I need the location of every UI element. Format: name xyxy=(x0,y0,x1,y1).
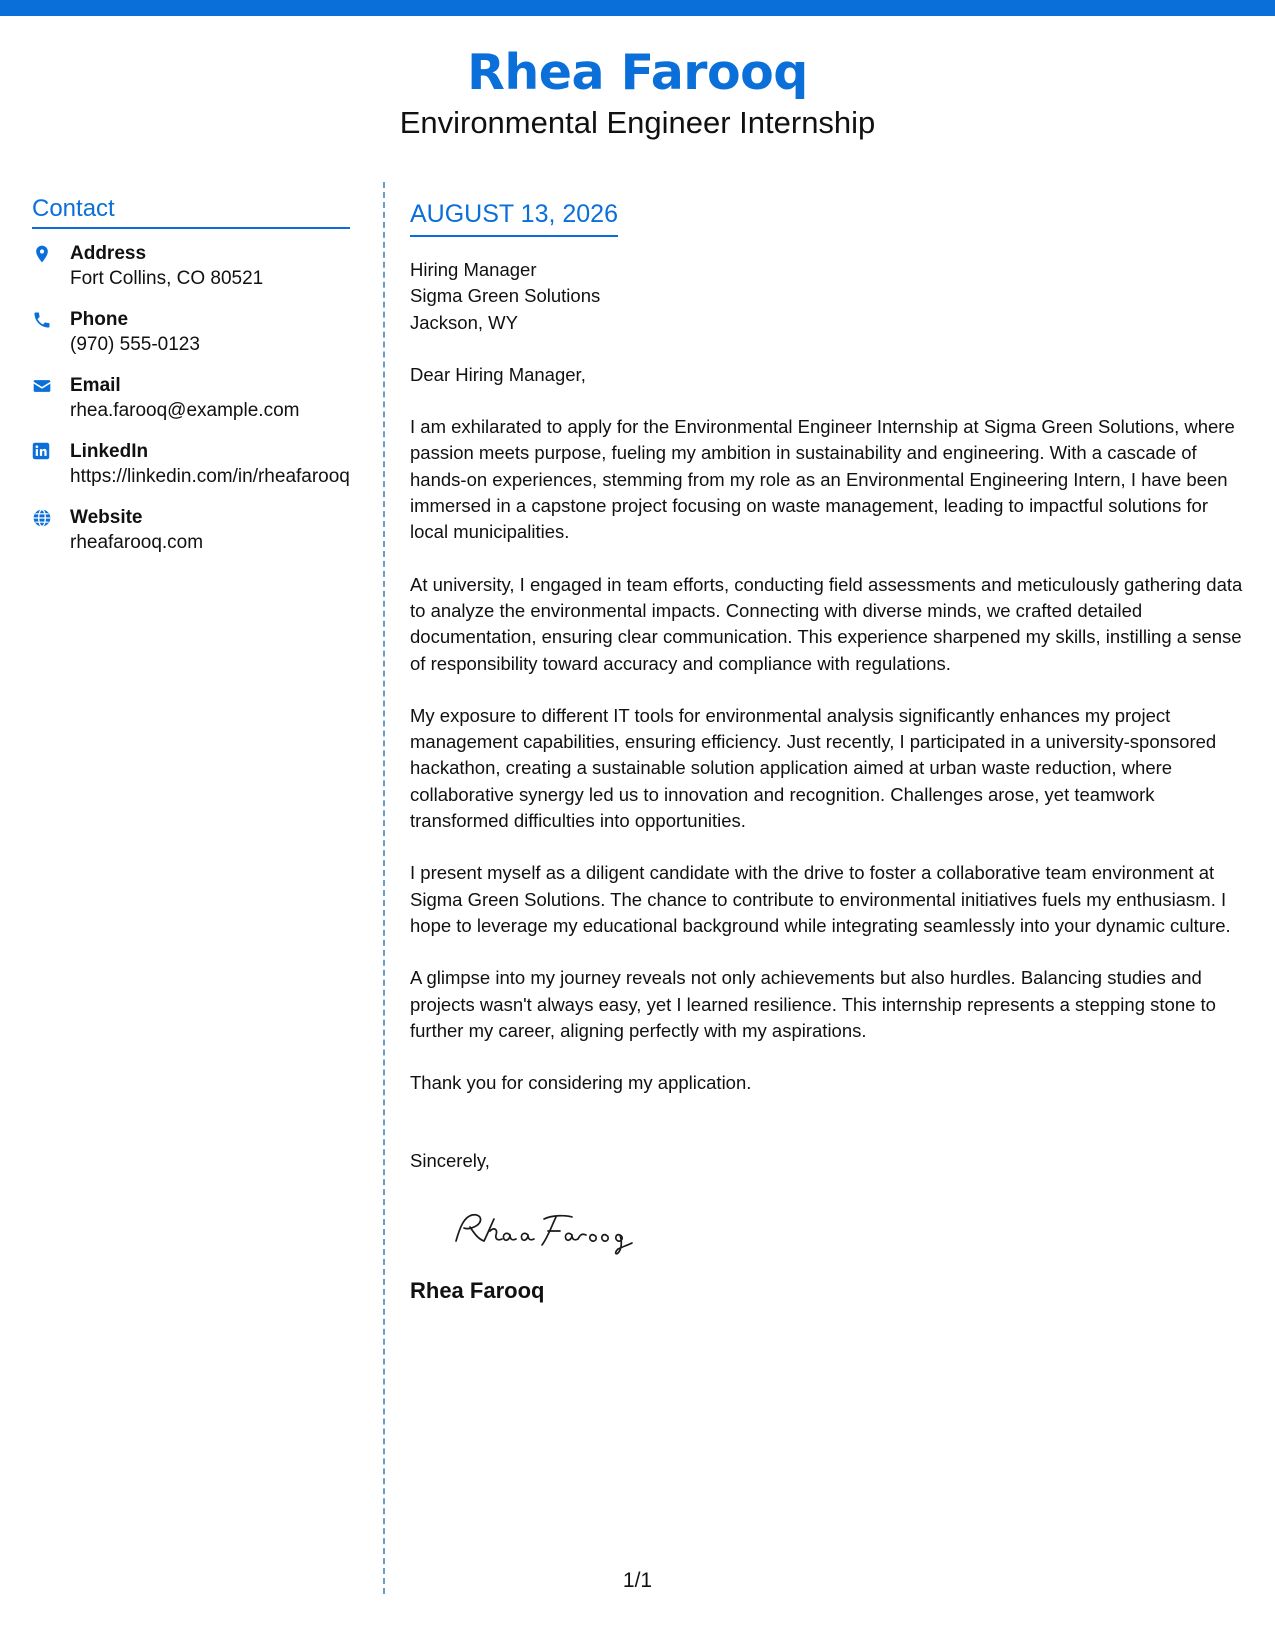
top-accent-bar xyxy=(0,0,1275,16)
contact-label-address: Address xyxy=(70,243,147,264)
signed-name: Rhea Farooq xyxy=(410,1277,545,1303)
contact-list xyxy=(32,241,350,555)
contact-label-email: Email xyxy=(70,375,121,396)
linkedin-icon xyxy=(32,439,70,460)
recipient-company: Sigma Green Solutions xyxy=(410,285,601,307)
contact-item-linkedin xyxy=(32,439,350,489)
contact-item-phone xyxy=(32,307,350,357)
contact-label-website: Website xyxy=(70,507,143,528)
contact-value-address: Fort Collins, CO 80521 xyxy=(70,268,264,289)
contact-sidebar xyxy=(32,194,350,571)
contact-value-linkedin[interactable]: https://linkedin.com/in/rheafarooq xyxy=(70,466,350,487)
contact-label-linkedin: LinkedIn xyxy=(70,441,149,462)
contact-item-address xyxy=(32,241,350,291)
paragraph-university: At university, I engaged in team efforts, conducting field assessments and meticulously gathering data to analyze the environmental impacts. Connecting with diverse minds, we crafted detailed documentation, ensuring clear communication. This experience sharpened my skills, instilling a sense of responsibility toward accuracy and compliance with regulations. xyxy=(410,573,1243,674)
page-number: 1/1 xyxy=(622,1569,653,1592)
globe-icon xyxy=(32,505,70,528)
column-divider xyxy=(383,182,385,1594)
applicant-name: Rhea Farooq xyxy=(467,44,808,101)
paragraph-it-tools: My exposure to different IT tools for environmental analysis significantly enhances my project management capabilities, ensuring efficiency. Just recently, I participated in a university-sponsored hackathon, creating a sustainable solution application aimed at urban waste reduction, where collaborative synergy led us to innovation and recognition. Challenges arose, yet teamwork transformed difficulties into opportunities. xyxy=(410,704,1217,832)
handwritten-signature xyxy=(448,1205,1245,1259)
paragraph-intro: I am exhilarated to apply for the Environmental Engineer Internship at Sigma Green Solutions, where passion meets purpose, fueling my ambition in sustainability and engineering. With a cascade of hands-on experiences, stemming from my role as an Environmental Engineering Intern, I have been immersed in a capstone project focusing on waste management, leading to impactful solutions for local municipalities. xyxy=(410,416,1235,543)
map-pin-icon xyxy=(32,241,70,264)
recipient-block xyxy=(410,257,1245,336)
paragraph-journey: A glimpse into my journey reveals not only achievements but also hurdles. Balancing studies and projects wasn't always easy, yet I learned resilience. This internship represents a stepping stone to further my career, aligning perfectly with my aspirations. xyxy=(410,967,1216,1041)
envelope-icon xyxy=(32,373,70,396)
letter-date: AUGUST 13, 2026 xyxy=(410,198,618,237)
contact-item-website xyxy=(32,505,350,555)
recipient-location: Jackson, WY xyxy=(410,311,518,333)
letter-header xyxy=(0,44,1275,142)
paragraph-candidate: I present myself as a diligent candidate with the drive to foster a collaborative team environment at Sigma Green Solutions. The chance to contribute to environmental initiatives fuels my enthusiasm. I hope to leverage my educational background while integrating seamlessly into your dynamic culture. xyxy=(410,862,1231,936)
contact-label-phone: Phone xyxy=(70,309,129,330)
phone-icon xyxy=(32,307,70,330)
contact-value-email[interactable]: rhea.farooq@example.com xyxy=(70,400,300,421)
closing: Sincerely, xyxy=(410,1150,490,1172)
salutation: Dear Hiring Manager, xyxy=(410,363,586,385)
contact-value-website[interactable]: rheafarooq.com xyxy=(70,532,204,553)
contact-item-email xyxy=(32,373,350,423)
letter-body xyxy=(410,198,1245,1305)
target-position: Environmental Engineer Internship xyxy=(399,105,876,140)
recipient-title: Hiring Manager xyxy=(410,259,537,280)
paragraph-thanks: Thank you for considering my application. xyxy=(410,1072,752,1094)
contact-value-phone[interactable]: (970) 555-0123 xyxy=(70,334,200,355)
contact-heading: Contact xyxy=(32,194,350,229)
